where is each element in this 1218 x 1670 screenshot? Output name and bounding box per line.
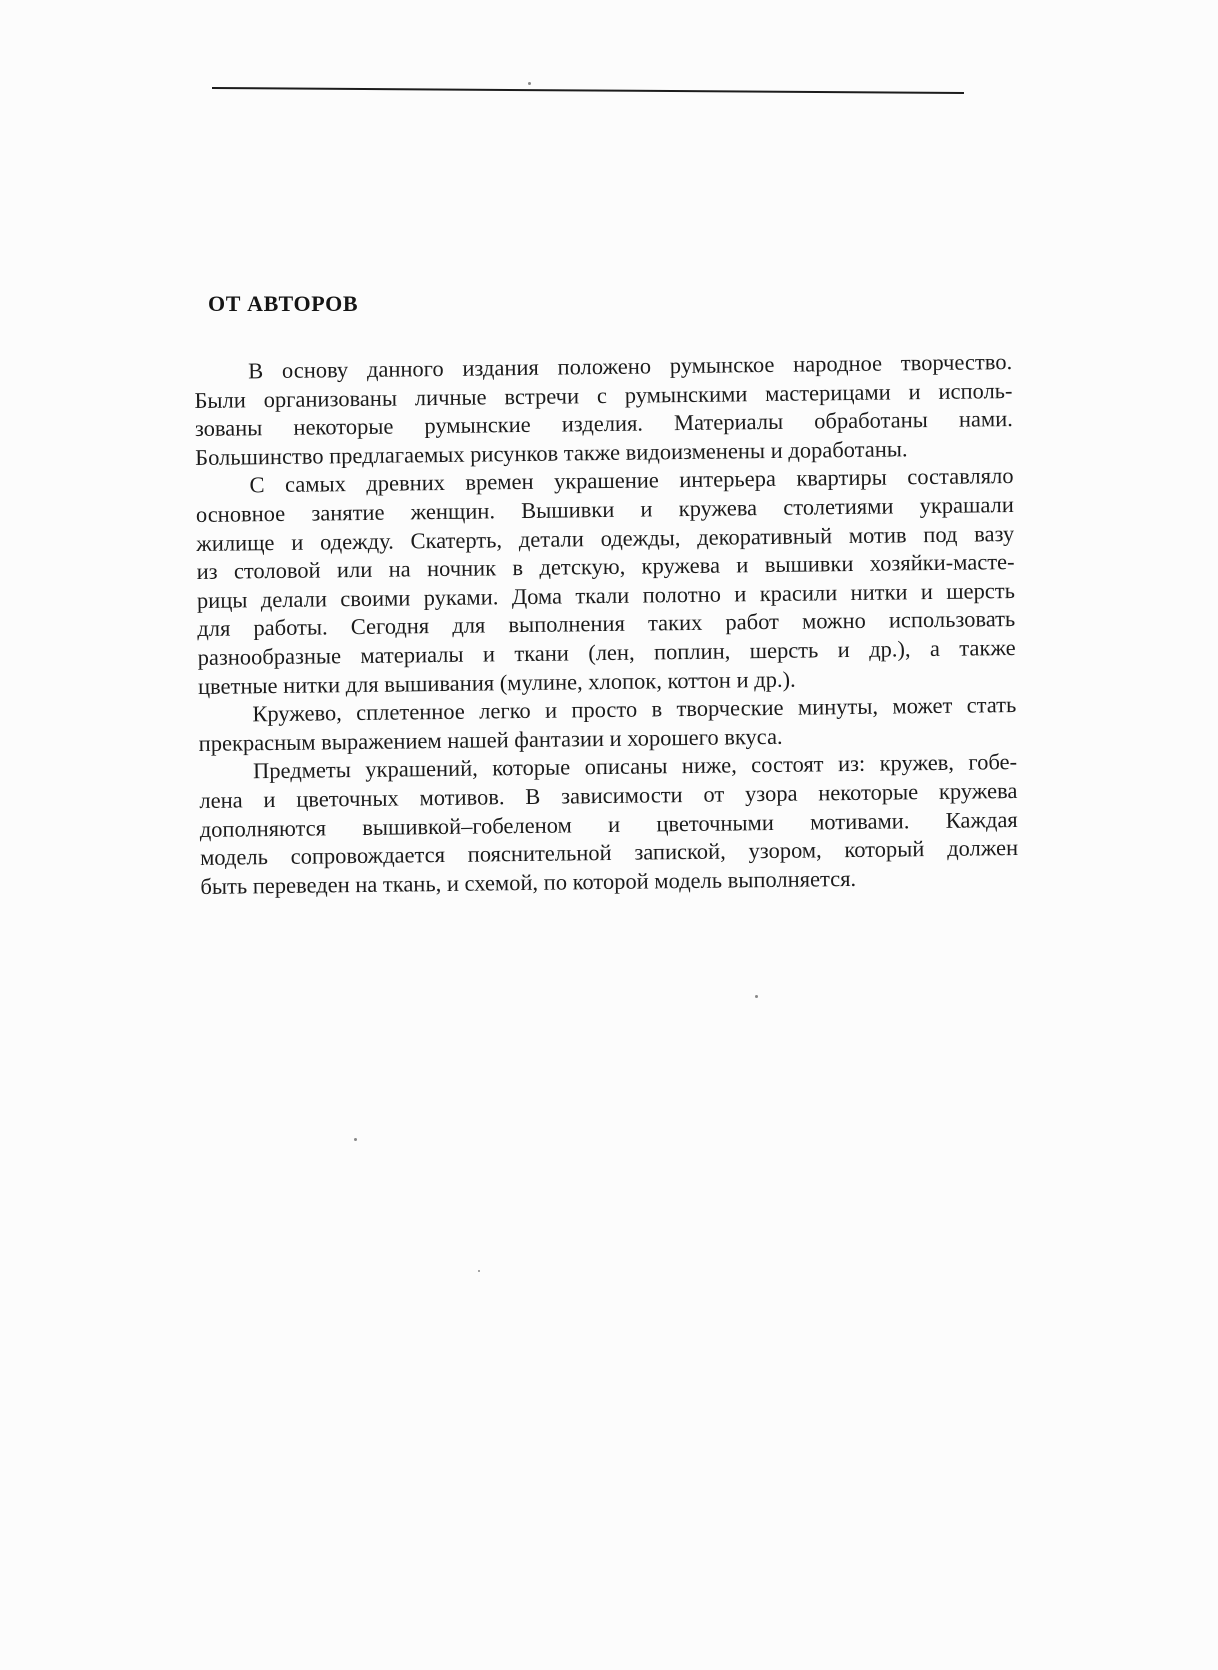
scan-speck — [478, 1270, 480, 1272]
text-line: разнообразные материалы и ткани (лен, поплин, шерсть и др.), а также — [197, 634, 1016, 670]
text-line: зованы некоторые румынские изделия. Материалы обработаны нами. — [194, 406, 1013, 442]
text-line: лена и цветочных мотивов. В зависимости от узора некоторые кружева — [199, 777, 1018, 813]
text-line: основное занятие женщин. Вышивки и кружева столетиями украшали — [195, 491, 1015, 527]
section-heading: ОТ АВТОРОВ — [208, 291, 359, 316]
text-line: дополняются вышивкой–гобеленом и цветочными мотивами. Каждая — [199, 806, 1018, 842]
text-line: быть переведен на ткань, и схемой, по которой модель выполняется. — [200, 865, 857, 899]
text-line: прекрасным выражением нашей фантазии и хорошего вкуса. — [198, 723, 783, 756]
text-line: Предметы украшений, которые описаны ниже, состоят из: кружев, гобе- — [252, 749, 1018, 784]
scan-speck — [354, 1138, 357, 1141]
text-line: из столовой или на ночник в детскую, кружева и вышивки хозяйки-масте- — [196, 549, 1015, 585]
text-line: Кружево, сплетенное легко и просто в творческие минуты, может стать — [252, 692, 1017, 727]
top-rule-divider — [212, 87, 964, 94]
text-line: модель сопровождается пояснительной запиской, узором, который должен — [199, 835, 1019, 871]
text-line: Были организованы личные встречи с румынскими мастерицами и исполь- — [194, 377, 1013, 413]
text-line: В основу данного издания положено румынское народное творчество. — [248, 349, 1013, 384]
body-text — [194, 348, 1019, 901]
text-line: С самых древних времен украшение интерьера квартиры составляло — [249, 463, 1014, 498]
text-line: жилище и одежду. Скатерть, детали одежды, декоративный мотив под вазу — [196, 520, 1015, 556]
text-line: для работы. Сегодня для выполнения таких работ можно использовать — [197, 606, 1016, 642]
text-line: цветные нитки для вышивания (мулине, хлопок, коттон и др.). — [197, 666, 796, 699]
scan-speck — [755, 995, 758, 998]
scan-speck — [528, 82, 531, 85]
text-line: рицы делали своими руками. Дома ткали полотно и красили нитки и шерсть — [196, 577, 1016, 613]
text-line: Большинство предлагаемых рисунков также видоизменены и доработаны. — [195, 436, 908, 470]
